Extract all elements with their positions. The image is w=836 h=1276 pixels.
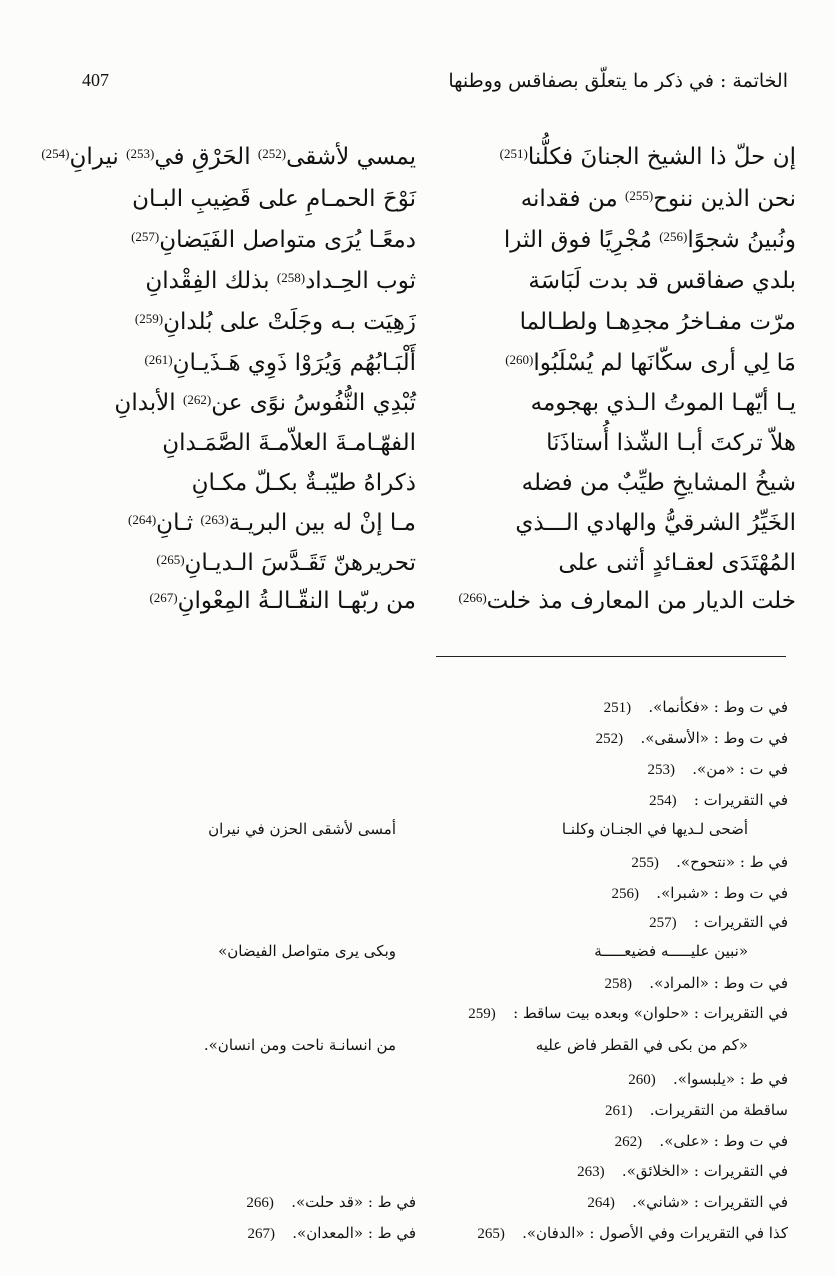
footnote-254: في التقريرات : 254) <box>649 791 788 809</box>
footnote-divider <box>436 656 786 657</box>
verse-right-5: مرّت مفـاخرُ مجدِهـا ولطـالما <box>519 309 796 335</box>
verse-left-5: زَهِيَت بـه وجَلَتْ على بُلدانِ$^{(259)}$ <box>134 309 416 335</box>
footnote-262: في ت وط : «على». 262) <box>614 1132 788 1150</box>
running-header: الخاتمة : في ذكر ما يتعلّق بصفاقس ووطنها <box>448 70 788 92</box>
verse-left-7: تُبْدِي النُّفُوسُ نوًى عن$^{(262)}$ الأبدانِ <box>114 390 416 416</box>
footnote-verse-257b: وبكى يرى متواصل الفيضان» <box>218 942 396 960</box>
verse-right-3: ونُبينُ شجوًا$^{(256)}$ مُجْرِيًا فوق الثرا <box>503 227 796 253</box>
footnote-267: في ط : «المعدان». 267) <box>247 1224 416 1242</box>
footnote-264: في التقريرات : «شاني». 264) <box>587 1193 788 1211</box>
verse-left-2: نَوْحَ الحمـامِ على قَضِيبِ البـان <box>132 186 416 212</box>
verse-left-3: دمعًـا يُرَى متواصل الفَيَضانِ$^{(257)}$ <box>131 227 416 253</box>
footnote-266: في ط : «قد حلت». 266) <box>246 1193 416 1211</box>
verse-left-12: من ربّهـا النقّـالـةُ المِعْوانِ$^{(267)}$ <box>149 588 416 614</box>
footnote-255: في ط : «نتحوح». 255) <box>631 853 788 871</box>
footnote-259: في التقريرات : «حلوان» وبعده بيت ساقط : 259) <box>468 1004 788 1022</box>
verse-right-9: شيخُ المشايخِ طيِّبٌ من فضله <box>521 470 796 496</box>
footnote-252: في ت وط : «الأسقى». 252) <box>595 729 788 747</box>
verse-left-6: أَلْبَـابُهُم وَيُرَوْا ذَوِي هَـذَيـانِ$^{(261)}$ <box>144 350 416 376</box>
footnote-253: في ت : «من». 253) <box>647 760 788 778</box>
footnote-verse-254a: أضحى لـديها في الجنـان وكلنـا <box>561 820 748 838</box>
footnote-verse-254b: أمسى لأشقى الحزن في نيران <box>208 820 396 838</box>
verse-right-2: نحن الذين ننوح$^{(255)}$ من فقدانه <box>520 186 796 212</box>
footnote-261: ساقطة من التقريرات. 261) <box>604 1101 788 1119</box>
footnote-251: في ت وط : «فكأنما». 251) <box>603 698 788 716</box>
verse-right-6: مَا لِي أرى سكّانَها لم يُسْلَبُوا$^{(260)}$ <box>505 350 796 376</box>
verse-right-1: إن حلّ ذا الشيخ الجنانَ فكلُّنا$^{(251)}$ <box>499 144 796 170</box>
verse-left-8: الفهّـامـةَ العلاّمـةَ الصَّمَـدانِ <box>162 430 416 456</box>
verse-right-10: الخَيِّرُ الشرقيُّ والهادي الـــذي <box>515 510 796 536</box>
footnote-257: في التقريرات : 257) <box>649 913 788 931</box>
page-number: 407 <box>82 70 109 90</box>
footnote-verse-259a: «كم من بكى في القطر فاض عليه <box>535 1036 748 1054</box>
footnote-verse-257a: «نبين عليـــــه فضيعـــــة <box>594 942 748 960</box>
verse-right-7: يـا أيّهـا الموتُ الـذي بهجومه <box>530 390 796 416</box>
footnote-260: في ط : «يلبسوا». 260) <box>628 1070 788 1088</box>
verse-left-10: مـا إنْ له بين البريـة$^{(263)}$ ثـانِ$^{(264)}$ <box>127 510 416 536</box>
verse-left-9: ذكراهُ طيّبـةٌ بكـلّ مكـانِ <box>191 470 416 496</box>
verse-right-8: هلاّ تركتَ أبـا الشّذا أُستاذَنَا <box>546 430 796 456</box>
footnote-verse-259b: من انسانـة ناحت ومن انسان». <box>203 1036 396 1054</box>
verse-left-1: يمسي لأشقى$^{(252)}$ الحَرْقِ في$^{(253)}$ نيرانِ$^{(254)}$ <box>41 144 416 170</box>
footnote-256: في ت وط : «شبرا». 256) <box>611 884 788 902</box>
footnote-265: كذا في التقريرات وفي الأصول : «الدفان». 265) <box>477 1224 788 1242</box>
verse-right-11: المُهْتَدَى لعقـائدٍ أثنى على <box>558 550 796 576</box>
verse-right-12: خلت الديار من المعارف مذ خلت$^{(266)}$ <box>458 588 796 614</box>
footnote-263: في التقريرات : «الخلائق». 263) <box>577 1162 788 1180</box>
footnote-258: في ت وط : «المراد». 258) <box>604 974 788 992</box>
verse-left-11: تحريرهنّ تَقَـدَّسَ الـديـانِ$^{(265)}$ <box>156 550 416 576</box>
verse-right-4: بلدي صفاقس قد بدت لَبَاسَة <box>528 268 796 294</box>
verse-left-4: ثوب الحِـداد$^{(258)}$ بذلك الفِقْدانِ <box>145 268 416 294</box>
